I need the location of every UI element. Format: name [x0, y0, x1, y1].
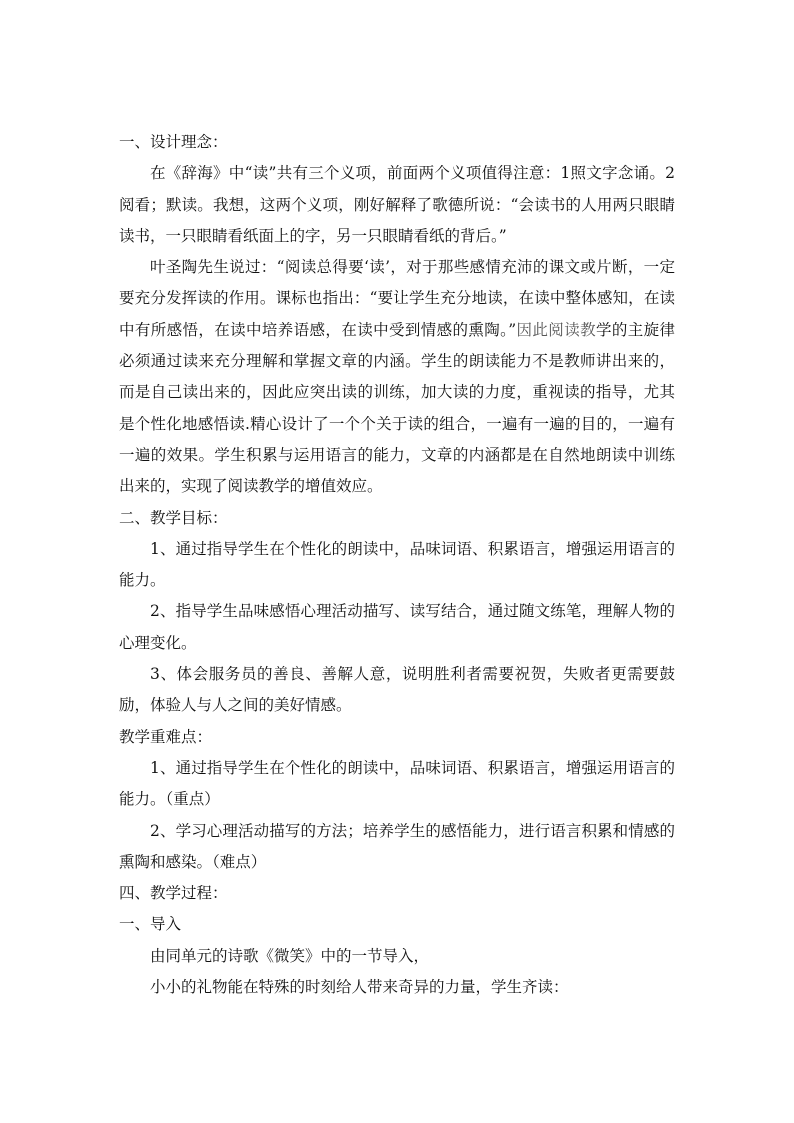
key-point-2: 2、学习心理活动描写的方法；培养学生的感悟能力，进行语言积累和情感的熏陶和感染。（难点）	[119, 821, 675, 871]
section-heading-key-difficulties: 教学重难点：	[119, 727, 213, 746]
paragraph-cihai: 在《辞海》中“读”共有三个义项，前面两个义项值得注意：1照文字念诵。2阅看；默读。我想，这两个义项，刚好解释了歌德所说：“会读书的人用两只眼睛读书，一只眼睛看纸面上的字，另一只眼睛看纸的背后。”	[119, 164, 675, 245]
paragraph-ye-shengtao-highlight: 因此阅读教	[516, 320, 596, 339]
key-point-1: 1、通过指导学生在个性化的朗读中，品味词语、积累语言，增强运用语言的能力。（重点）	[119, 758, 675, 809]
subsection-heading-introduction: 一、导入	[119, 915, 182, 934]
intro-line-2: 小小的礼物能在特殊的时刻给人带来奇异的力量，学生齐读：	[150, 978, 569, 997]
paragraph-ye-shengtao	[119, 252, 675, 502]
goal-item-3: 3、体会服务员的善良、善解人意，说明胜利者需要祝贺，失败者更需要鼓励，体验人与人之间的美好情感。	[119, 665, 675, 715]
paragraph-ye-shengtao-continued: 学的主旋律必须通过读来充分理解和掌握文章的内涵。学生的朗读能力不是教师讲出来的，而是自己读出来的，因此应突出读的训练，加大读的力度，重视读的指导，尤其是个性化地感悟读.精心设计了一个个关于读的组合，一遍有一遍的目的，一遍有一遍的效果。学生积累与运用语言的能力，文章的内涵都是在自然地朗读中训练出来的，实现了阅读教学的增值效应。	[119, 320, 675, 496]
section-heading-teaching-goals: 二、教学目标：	[119, 508, 228, 527]
section-heading-design-concept: 一、设计理念：	[119, 133, 228, 151]
document-body	[119, 127, 675, 1003]
intro-line-1: 由同单元的诗歌《微笑》中的一节导入，	[150, 946, 430, 965]
section-heading-teaching-process: 四、教学过程：	[119, 884, 228, 903]
goal-item-1: 1、通过指导学生在个性化的朗读中，品味词语、积累语言，增强运用语言的能力。	[119, 539, 675, 590]
paragraph-ye-shengtao-text: 叶圣陶先生说过：“阅读总得要‘读’，对于那些感情充沛的课文或片断，一定要充分发挥读的作用。课标也指出：“要让学生充分地读，在读中整体感知，在读中有所感悟，在读中培养语感，在读中受到情感的熏陶。”	[119, 258, 675, 339]
goal-item-2: 2、指导学生品味感悟心理活动描写、读写结合，通过随文练笔，理解人物的心理变化。	[119, 602, 675, 652]
